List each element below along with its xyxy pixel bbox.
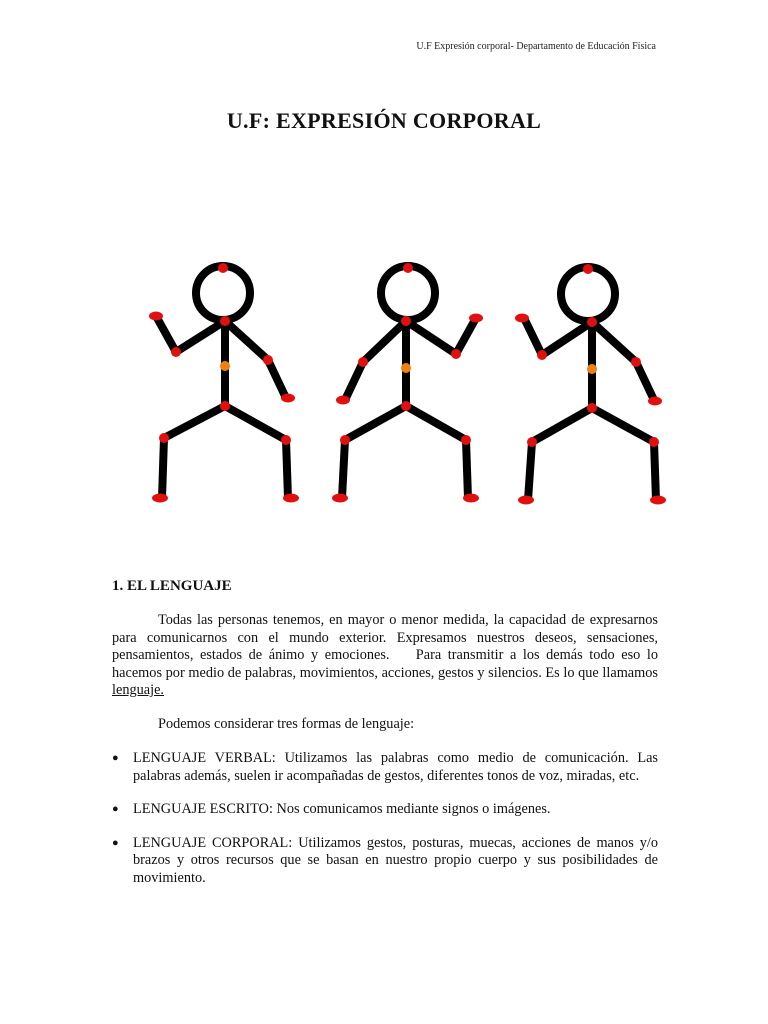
bullet-icon: ● (112, 752, 119, 764)
section-heading: 1. EL LENGUAJE (112, 578, 232, 594)
stick-figure-1 (149, 263, 299, 503)
list-item (112, 750, 658, 785)
page-title: U.F: EXPRESIÓN CORPORAL (226, 108, 542, 133)
dancing-stick-figures-illustration (140, 256, 680, 516)
list-item-text: LENGUAJE CORPORAL: Utilizamos gestos, posturas, muecas, acciones de manos y/o brazos y otros recursos que se basan en nuestro propio cuerpo y sus posibilidades de movimiento. (133, 834, 658, 886)
list-item-text: LENGUAJE ESCRITO: Nos comunicamos mediante signos o imágenes. (133, 801, 551, 817)
language-types-list (112, 750, 658, 887)
stick-figure-2 (332, 263, 483, 503)
intro-line: Podemos considerar tres formas de lenguaje: (158, 716, 415, 732)
list-item (112, 835, 658, 888)
bullet-icon: ● (112, 836, 119, 849)
main-paragraph-text: Todas las personas tenemos, en mayor o menor medida, la capacidad de expresarnos para comunicarnos con el mundo exterior. Expresamos nuestros deseos, sensaciones, pensamientos, estados de ánimo y emociones. Para transmitir a los demás todo eso lo hacemos por medio de palabras, movimientos, acciones, gestos y silencios. Es lo que llamamos (112, 612, 662, 681)
list-item-text: LENGUAJE VERBAL: Utilizamos las palabras como medio de comunicación. Las palabras además, suelen ir acompañadas de gestos, diferentes tonos de voz, miradas, etc. (133, 750, 658, 784)
stick-figure-3 (515, 264, 666, 505)
bullet-icon: ● (112, 803, 119, 815)
main-paragraph (112, 612, 662, 700)
running-head: U.F Expresión corporal- Departamento de Educación Física (416, 41, 656, 52)
list-item (112, 801, 658, 819)
term-lenguaje: lenguaje. (112, 682, 165, 698)
